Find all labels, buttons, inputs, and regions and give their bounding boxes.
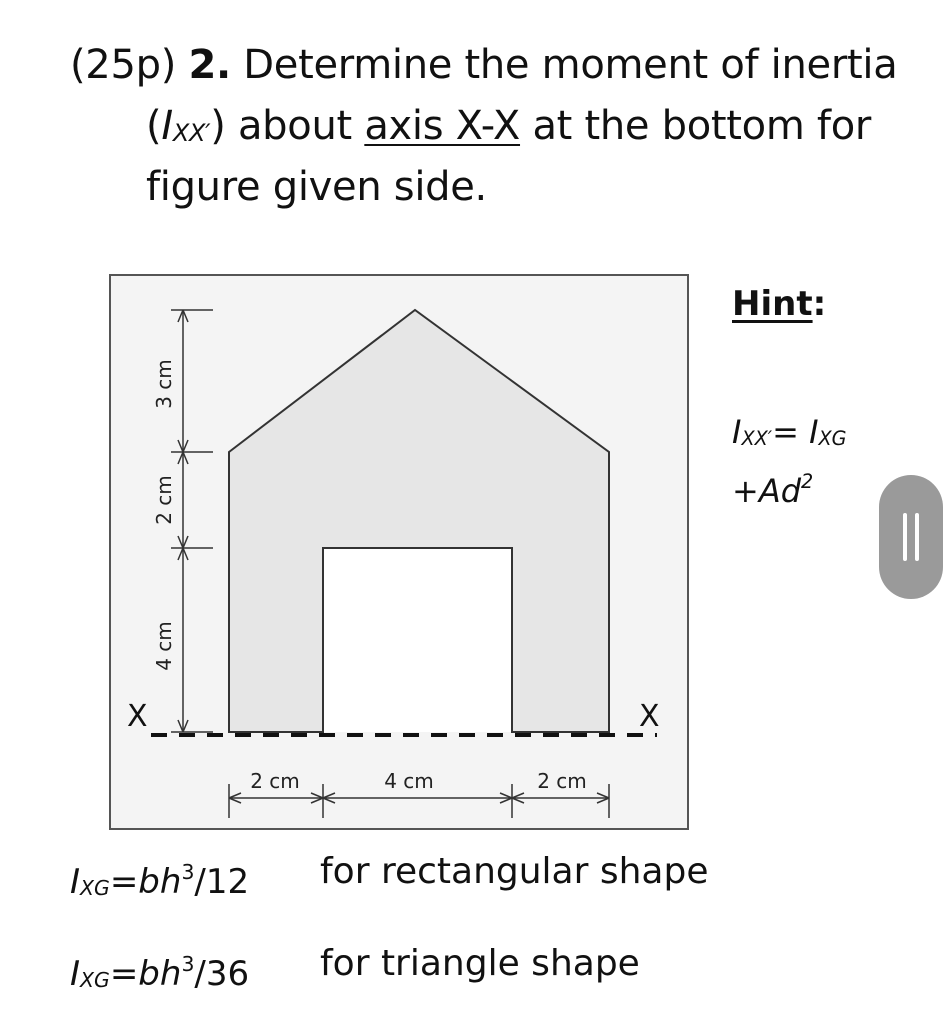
axis-label: axis X-X (364, 103, 521, 149)
question-text-2b: at the bottom for (532, 103, 872, 149)
formula-rectangle-desc: for rectangular shape (320, 851, 709, 892)
hint-equals: = (772, 413, 810, 451)
house-section-figure (109, 274, 689, 830)
hint-plus-ad: +Ad (732, 472, 802, 510)
formula-sub: XG (80, 968, 110, 992)
formula-expr: =bh (109, 954, 182, 994)
dim-v-4cm: 4 cm (152, 621, 176, 671)
formula-triangle (70, 942, 249, 1002)
hint-colon: : (812, 284, 827, 324)
inertia-symbol: I (161, 103, 173, 149)
vertical-dimension (171, 310, 213, 732)
question-text-3: figure given side. (146, 164, 487, 210)
dim-v-2cm: 2 cm (152, 475, 176, 525)
formula-i: I (70, 954, 81, 994)
question-line-2 (146, 102, 871, 157)
dim-v-3cm: 3 cm (152, 359, 176, 409)
dim-h-2cm-right: 2 cm (537, 769, 587, 793)
hint-formula-line-2 (732, 462, 813, 511)
formula-sup: 3 (181, 952, 195, 976)
dim-h-4cm: 4 cm (384, 769, 434, 793)
hint-sub-xxp: XX′ (741, 427, 773, 450)
hint-label: Hint (732, 284, 813, 324)
formula-rectangle (70, 850, 249, 910)
formula-triangle-desc: for triangle shape (320, 943, 640, 984)
axis-x-left: X (127, 699, 148, 734)
hint-formula-line-1 (732, 412, 847, 459)
question-line-3 (146, 163, 487, 211)
hint-i-symbol: I (732, 413, 742, 451)
formula-tail: /12 (194, 862, 250, 902)
question-text-1: Determine the moment of inertia (243, 42, 898, 88)
formula-expr: =bh (109, 862, 182, 902)
dim-h-2cm-left: 2 cm (250, 769, 300, 793)
axis-x-right: X (639, 699, 660, 734)
formula-sub: XG (80, 876, 110, 900)
hint-i-symbol-2: I (809, 413, 819, 451)
formula-i: I (70, 862, 81, 902)
question-line-1 (70, 41, 897, 89)
inertia-subscript: XX′ (172, 119, 211, 147)
formula-sup: 3 (181, 860, 195, 884)
hint-sub-xg: XG (818, 427, 847, 450)
formula-tail: /36 (194, 954, 250, 994)
door-opening (323, 548, 512, 732)
grip-icon (915, 513, 919, 561)
question-text-2a: ) about (210, 103, 352, 149)
question-points: (25p) (70, 42, 177, 88)
question-number: 2. (188, 42, 231, 88)
paren-open: ( (146, 103, 162, 149)
hint-title (732, 282, 826, 326)
hint-sup-2: 2 (801, 470, 814, 493)
grip-icon (903, 513, 907, 561)
scroll-handle[interactable] (879, 475, 943, 599)
